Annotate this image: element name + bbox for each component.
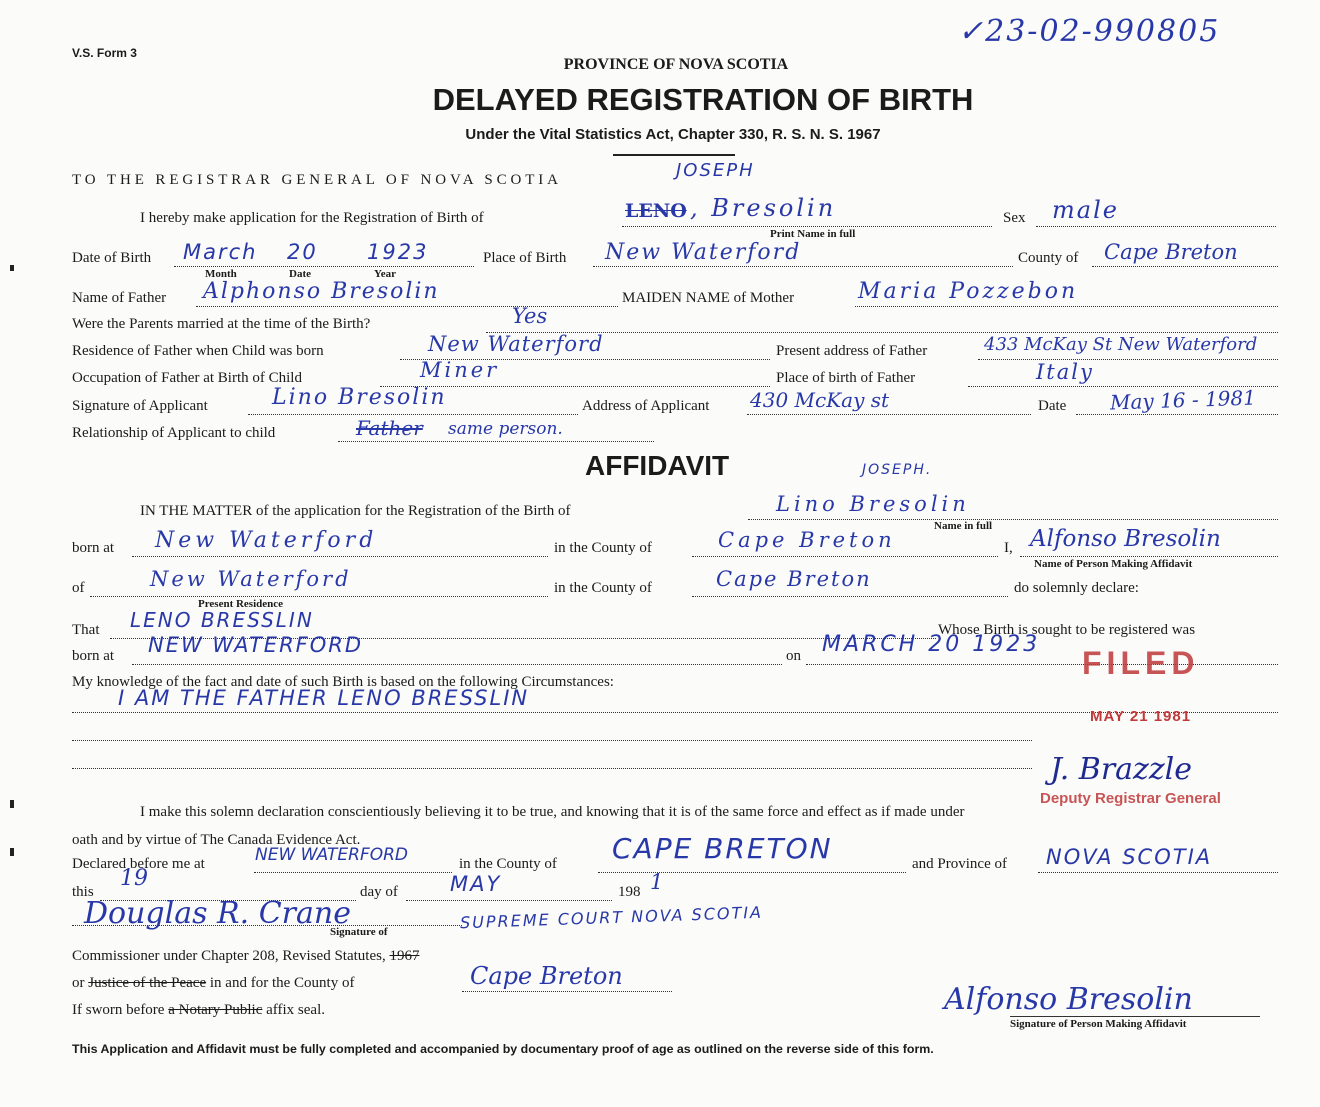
dob-label: Date of Birth — [72, 250, 152, 266]
name-full-caption: Name in full — [934, 520, 993, 532]
county2-value: Cape Breton — [716, 567, 872, 591]
signature-value: Lino Bresolin — [272, 385, 447, 410]
year-value: 1 — [650, 870, 664, 894]
dob-month-value: March — [183, 240, 258, 264]
commissioner-label-text: Commissioner under Chapter 208, Revised Statutes, — [72, 948, 386, 964]
county-value: Cape Breton — [1104, 240, 1238, 264]
declare-label: do solemnly declare: — [1014, 580, 1139, 596]
father-pob-label: Place of birth of Father — [776, 370, 916, 386]
mother-value: Maria Pozzebon — [858, 279, 1079, 304]
declaration-line-2: oath and by virtue of The Canada Evidence Act. — [72, 832, 361, 848]
county-label: County of — [1018, 250, 1079, 266]
county-line — [692, 556, 998, 557]
applicant-address-label: Address of Applicant — [582, 398, 710, 414]
present-address-value: 433 McKay St New Waterford — [984, 334, 1258, 355]
addressee: TO THE REGISTRAR GENERAL OF NOVA SCOTIA — [72, 172, 562, 188]
on-value: MARCH 20 1923 — [822, 632, 1041, 657]
deputy-role-stamp: Deputy Registrar General — [1040, 790, 1221, 807]
commissioner-court: SUPREME COURT NOVA SCOTIA — [459, 902, 764, 933]
residence-label: Residence of Father when Child was born — [72, 343, 324, 359]
date-value: May 16 - 1981 — [1109, 385, 1257, 415]
dob-date-value: 20 — [287, 240, 318, 264]
of-value: New Waterford — [150, 567, 352, 591]
declared-county-value: CAPE BRETON — [612, 832, 833, 865]
year-prefix: 198 — [618, 884, 641, 900]
this-label: this — [72, 884, 94, 900]
header-rule — [613, 154, 735, 156]
notary-label-a: If sworn before — [72, 1002, 165, 1018]
pob-line — [593, 266, 1013, 267]
justice-label-b: in and for the County of — [209, 975, 355, 991]
county-label: in the County of — [554, 540, 652, 556]
mother-line — [855, 306, 1278, 307]
knowledge-line-2 — [72, 740, 1032, 741]
name-line — [622, 226, 992, 227]
signature-label: Signature of Applicant — [72, 398, 208, 414]
deponent-signature-line — [1010, 1016, 1260, 1017]
knowledge-value: I AM THE FATHER LENO BRESSLIN — [118, 686, 530, 710]
relationship-value: same person. — [448, 419, 563, 439]
relationship-label: Relationship of Applicant to child — [72, 425, 276, 441]
county-value: Cape Breton — [718, 528, 896, 552]
page-title: DELAYED REGISTRATION OF BIRTH — [432, 82, 974, 117]
commissioner-year: 1967 — [389, 948, 420, 964]
commissioner-label — [72, 948, 419, 965]
present-address-line — [978, 359, 1278, 360]
footer-note: This Application and Affidavit must be fully completed and accompanied by documentary proof of age as outlined on the reverse side of this form. — [72, 1042, 934, 1056]
declared-at-line — [254, 872, 452, 873]
father-label: Name of Father — [72, 290, 167, 306]
residence-value: New Waterford — [428, 332, 604, 356]
pob-label: Place of Birth — [483, 250, 567, 266]
born-at-label: born at — [72, 540, 115, 556]
deputy-signature: J. Brazzle — [1050, 752, 1193, 787]
present-address-label: Present address of Father — [776, 343, 928, 359]
occupation-label: Occupation of Father at Birth of Child — [72, 370, 302, 386]
married-value: Yes — [512, 304, 548, 328]
occupation-value: Miner — [420, 358, 500, 382]
dob-line — [174, 266, 474, 267]
justice-label-a: or — [72, 975, 85, 991]
province-label: and Province of — [912, 856, 1007, 872]
form-number: V.S. Form 3 — [72, 46, 137, 60]
justice-struck: Justice of the Peace — [88, 975, 207, 991]
justice-county-line — [462, 991, 672, 992]
margin-mark — [10, 848, 14, 856]
commissioner-signature: Douglas R. Crane — [84, 896, 351, 931]
notary-label-b: affix seal. — [266, 1002, 325, 1018]
born-at-value: New Waterford — [155, 528, 378, 553]
name-caption: Print Name in full — [770, 228, 856, 240]
deponent-value: Alfonso Bresolin — [1030, 526, 1221, 552]
notary-struck: a Notary Public — [168, 1002, 263, 1018]
matter-insert-value: JOSEPH. — [862, 462, 933, 478]
date-line — [1076, 414, 1278, 415]
margin-mark — [10, 265, 14, 271]
of-label: of — [72, 580, 85, 596]
filed-date-stamp: MAY 21 1981 — [1090, 708, 1192, 725]
sex-label: Sex — [1003, 210, 1026, 226]
matter-value: Lino Bresolin — [776, 492, 970, 516]
i-label: I, — [1004, 540, 1013, 556]
affidavit-title: AFFIDAVIT — [585, 450, 730, 481]
married-label: Were the Parents married at the time of the Birth? — [72, 316, 371, 332]
name-struck-value: LENO — [625, 200, 687, 222]
date-label: Date — [1038, 398, 1067, 414]
declared-at-value: NEW WATERFORD — [255, 845, 409, 865]
county-line — [1092, 266, 1278, 267]
born-at2-label: born at — [72, 648, 115, 664]
matter-line — [748, 519, 1278, 520]
intro-label: I hereby make application for the Registration of Birth of — [140, 210, 484, 226]
born-at-line — [132, 556, 548, 557]
married-line — [486, 332, 1278, 333]
county2-line — [692, 596, 1008, 597]
that-label: That — [72, 622, 100, 638]
date-caption: Date — [289, 268, 311, 280]
commissioner-line — [72, 925, 462, 926]
applicant-address-line — [747, 414, 1031, 415]
justice-label — [72, 975, 354, 992]
declared-label: Declared before me at — [72, 856, 205, 872]
signature-of-caption: Signature of — [330, 926, 388, 938]
deponent-caption: Name of Person Making Affidavit — [1034, 558, 1193, 570]
day-of-label: day of — [360, 884, 398, 900]
on-label: on — [786, 648, 801, 664]
relationship-line — [338, 441, 654, 442]
county2-label: in the County of — [554, 580, 652, 596]
dob-year-value: 1923 — [367, 240, 429, 264]
relationship-struck-value: Father — [356, 416, 423, 440]
applicant-address-value: 430 McKay st — [750, 388, 890, 412]
page-subtitle: Under the Vital Statistics Act, Chapter 330, R. S. N. S. 1967 — [465, 126, 881, 143]
declaration-line-1: I make this solemn declaration conscientiously believing it to be true, and knowing that it is of the same force and effect as if made under — [140, 804, 965, 820]
filed-stamp: FILED — [1082, 645, 1200, 681]
margin-mark — [10, 800, 14, 808]
matter-label: IN THE MATTER of the application for the Registration of the Birth of — [140, 503, 571, 519]
pob-value: New Waterford — [605, 240, 802, 265]
province-line — [1038, 872, 1278, 873]
notary-label — [72, 1002, 325, 1019]
knowledge-label: My knowledge of the fact and date of such Birth is based on the following Circumstances: — [72, 674, 614, 690]
whose-birth-label: Whose Birth is sought to be registered was — [938, 622, 1196, 638]
month-line — [406, 900, 612, 901]
of-line — [90, 596, 548, 597]
name-insert-value: JOSEPH — [676, 160, 755, 181]
on-line — [806, 664, 1278, 665]
knowledge-line-3 — [72, 768, 1032, 769]
sex-line — [1036, 226, 1276, 227]
signature-line — [248, 414, 578, 415]
declared-county-line — [598, 872, 906, 873]
day-value: 19 — [120, 866, 148, 891]
year-caption: Year — [374, 268, 396, 280]
deponent-signature-caption: Signature of Person Making Affidavit — [1010, 1018, 1187, 1030]
province-heading: PROVINCE OF NOVA SCOTIA — [563, 56, 789, 73]
born-at2-line — [132, 664, 782, 665]
deponent-line — [1020, 556, 1278, 557]
month-value: MAY — [450, 872, 502, 896]
deponent-signature: Alfonso Bresolin — [944, 982, 1193, 1017]
born-at2-value: NEW WATERFORD — [148, 633, 364, 657]
month-caption: Month — [205, 268, 237, 280]
sex-value: male — [1052, 196, 1119, 224]
declared-county-label: in the County of — [459, 856, 557, 872]
justice-county-value: Cape Breton — [470, 962, 623, 990]
present-residence-caption: Present Residence — [198, 598, 284, 610]
province-value: NOVA SCOTIA — [1046, 845, 1213, 869]
father-line — [196, 306, 618, 307]
mother-label: MAIDEN NAME of Mother — [622, 290, 795, 306]
father-value: Alphonso Bresolin — [203, 279, 440, 304]
that-value: LENO BRESSLIN — [130, 608, 314, 632]
name-value: , Bresolin — [690, 194, 837, 222]
reference-number: ✓23-02-990805 — [958, 14, 1221, 49]
father-pob-value: Italy — [1036, 360, 1094, 384]
